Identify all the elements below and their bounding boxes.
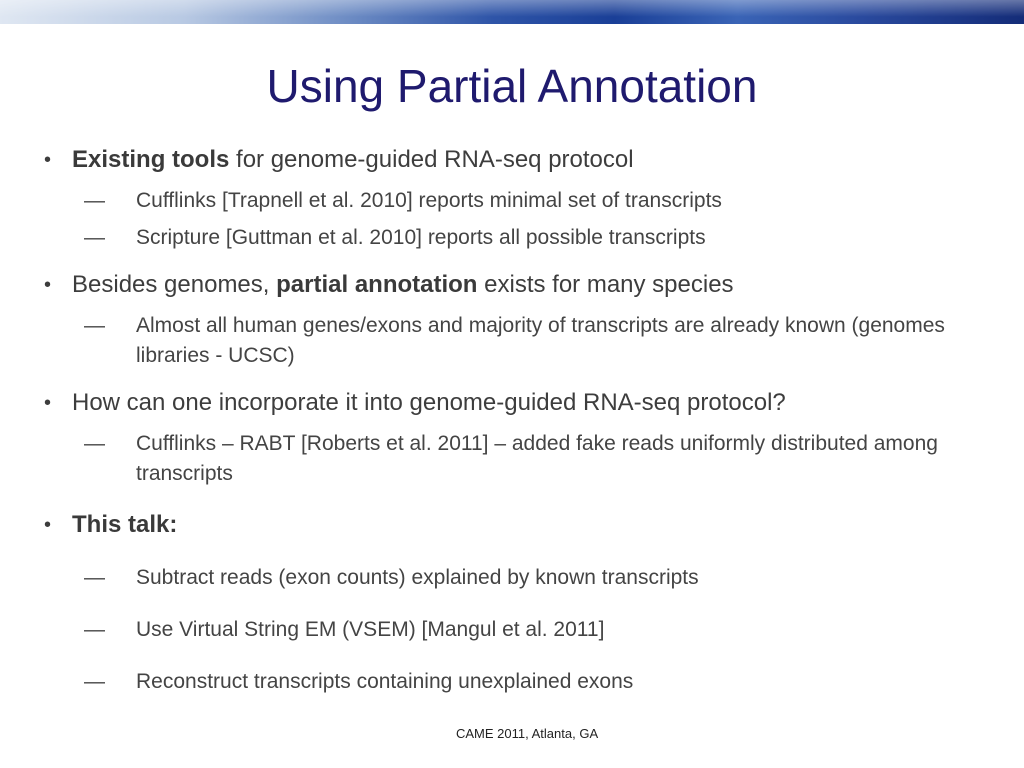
bullet-text: for genome-guided RNA-seq protocol bbox=[229, 146, 634, 173]
sub-bullet-rabt bbox=[44, 429, 974, 489]
sub-bullet-text: Cufflinks [Trapnell et al. 2010] reports minimal set of transcripts bbox=[136, 189, 722, 212]
bullet-existing-tools bbox=[44, 142, 974, 178]
sub-bullet-subtract-reads bbox=[44, 563, 974, 593]
bullet-incorporate bbox=[44, 385, 974, 421]
dash-icon: — bbox=[84, 432, 105, 455]
dash-icon: — bbox=[84, 226, 105, 249]
sub-bullet-cufflinks bbox=[44, 186, 974, 216]
bullet-dot-icon: • bbox=[44, 392, 52, 414]
slide-title: Using Partial Annotation bbox=[266, 60, 758, 112]
sub-bullet-text: Reconstruct transcripts containing unexplained exons bbox=[136, 670, 634, 693]
bullet-bold-text: Existing tools bbox=[72, 146, 230, 173]
bullet-text: exists for many species bbox=[477, 271, 734, 298]
dash-icon: — bbox=[84, 566, 105, 589]
bullet-this-talk bbox=[44, 507, 974, 543]
bullet-dot-icon: • bbox=[44, 514, 52, 536]
header-band bbox=[0, 0, 1024, 24]
bullet-bold-text: partial annotation bbox=[276, 271, 478, 298]
slide-body bbox=[44, 142, 974, 697]
dash-icon: — bbox=[84, 670, 105, 693]
bullet-text: How can one incorporate it into genome-guided RNA-seq protocol? bbox=[72, 389, 786, 416]
sub-bullet-human-genes bbox=[44, 311, 974, 371]
sub-bullet-text: Scripture [Guttman et al. 2010] reports all possible transcripts bbox=[136, 226, 706, 249]
dash-icon: — bbox=[84, 314, 105, 337]
header-band-shine bbox=[0, 0, 1024, 24]
sub-bullet-text: Cufflinks – RABT [Roberts et al. 2011] – added fake reads uniformly distributed among transcripts bbox=[136, 432, 938, 485]
bullet-text: Besides genomes, bbox=[72, 271, 277, 298]
sub-bullet-vsem bbox=[44, 615, 974, 645]
bullet-dot-icon: • bbox=[44, 149, 52, 171]
dash-icon: — bbox=[84, 618, 105, 641]
sub-bullet-reconstruct bbox=[44, 667, 974, 697]
slide-footer: CAME 2011, Atlanta, GA bbox=[456, 726, 599, 741]
sub-bullet-text: Subtract reads (exon counts) explained by known transcripts bbox=[136, 566, 699, 589]
bullet-bold-text: This talk: bbox=[72, 511, 178, 538]
sub-bullet-text: Almost all human genes/exons and majority of transcripts are already known (genomes libraries - UCSC) bbox=[136, 314, 945, 367]
bullet-partial-annotation bbox=[44, 267, 974, 303]
dash-icon: — bbox=[84, 189, 105, 212]
bullet-dot-icon: • bbox=[44, 274, 52, 296]
sub-bullet-text: Use Virtual String EM (VSEM) [Mangul et al. 2011] bbox=[136, 618, 605, 641]
sub-bullet-scripture bbox=[44, 223, 974, 253]
